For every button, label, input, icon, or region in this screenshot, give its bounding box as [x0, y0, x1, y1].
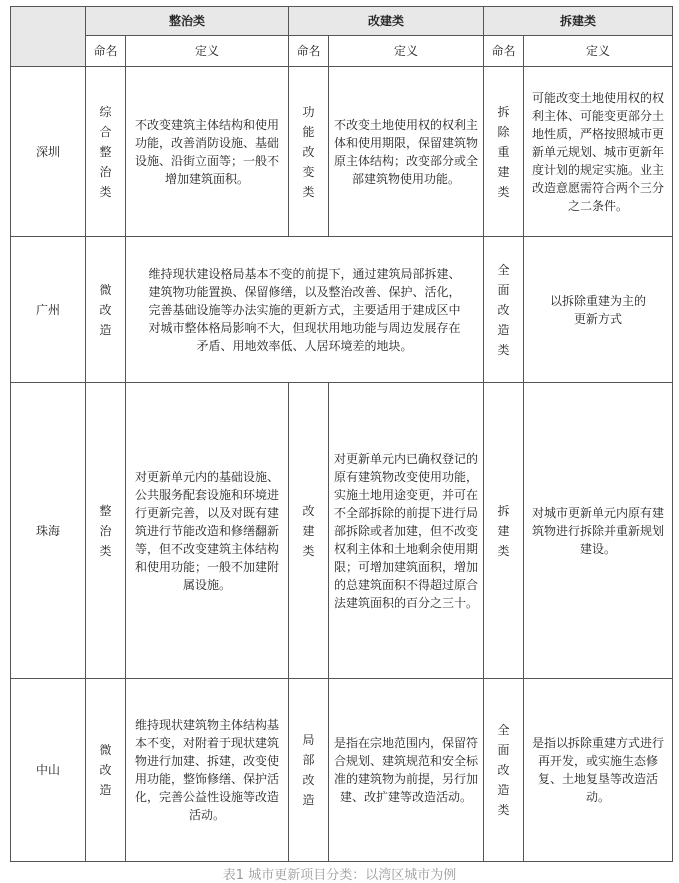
definition-cell: 对更新单元内的基础设施、公共服务配套设施和环境进行更新完善，以及对既有建筑进行节能改造和修缮翻新等，但不改变建筑主体结构和使用功能；一般不加建附属设施。: [126, 383, 289, 679]
corner-cell: [11, 7, 86, 67]
category-name-cell: [289, 679, 329, 862]
table-row-guangzhou: [11, 237, 673, 383]
table-caption: 表1 城市更新项目分类：以湾区城市为例: [222, 868, 457, 883]
definition-cell: 对城市更新单元内原有建筑物进行拆除并重新规划建设。: [524, 383, 673, 679]
table-row-zhongshan: [11, 679, 673, 862]
sub-header-name: 命名: [289, 36, 329, 67]
category-name: 局部改造: [302, 733, 315, 807]
category-name-cell: [86, 679, 126, 862]
definition-cell: 是指在宗地范围内，保留符合规划、建筑规范和安全标准的建筑物为前提，另行加建、改扩建等改造活动。: [329, 679, 484, 862]
group-header-reconstruction: 改建类: [289, 7, 484, 36]
category-name: 拆建类: [497, 503, 510, 558]
category-name-cell: [484, 679, 524, 862]
city-cell: 珠海: [11, 383, 86, 679]
sub-header-definition: 定义: [524, 36, 673, 67]
table-row-shenzhen: [11, 67, 673, 237]
city-cell: 深圳: [11, 67, 86, 237]
definition-cell: 不改变土地使用权的权利主体和使用期限，保留建筑物原主体结构；改变部分或全部建筑物使用功能。: [329, 67, 484, 237]
definition-cell: 可能改变土地使用权的权利主体、可能变更部分土地性质，严格按照城市更新单元规划、城市更新年度计划的规定实施。业主改造意愿需符合两个三分之二条件。: [524, 67, 673, 237]
definition-cell: 维持现状建筑物主体结构基本不变，对附着于现状建筑物进行加建、拆建，改变使用功能，整饰修缮、保护活化，完善公益性设施等改造活动。: [126, 679, 289, 862]
category-name: 整治类: [99, 503, 112, 558]
sub-header-definition: 定义: [329, 36, 484, 67]
category-name-cell: [86, 383, 126, 679]
group-header-renovation: 整治类: [86, 7, 289, 36]
category-name: 综合整治类: [99, 104, 112, 199]
definition-cell: 是指以拆除重建方式进行再开发，或实施生态修复、土地复垦等改造活动。: [524, 679, 673, 862]
category-name: 功能改变类: [302, 104, 315, 199]
category-name: 全面改造类: [497, 262, 510, 357]
sub-header-definition: 定义: [126, 36, 289, 67]
sub-header-name: 命名: [484, 36, 524, 67]
city-cell: 广州: [11, 237, 86, 383]
definition-cell: 对更新单元内已确权登记的原有建筑物改变使用功能，实施土地用途变更，并可在不全部拆除的前提下进行局部拆除或者加建，但不改变权利主体和土地剩余使用期限；可增加建筑面积，增加的总建筑面积不得超过原合法建筑面积的百分之三十。: [329, 383, 484, 679]
category-name: 全面改造类: [497, 723, 510, 817]
classification-table: [10, 6, 673, 862]
category-name-cell: [484, 67, 524, 237]
table-row-zhuhai: [11, 383, 673, 679]
sub-header-row: [11, 36, 673, 67]
category-name-cell: [86, 67, 126, 237]
group-header-row: [11, 7, 673, 36]
definition-cell: 以拆除重建为主的更新方式: [524, 237, 673, 383]
category-name: 微改造: [99, 743, 112, 797]
category-name-cell: [484, 383, 524, 679]
city-cell: 中山: [11, 679, 86, 862]
category-name: 改建类: [302, 503, 315, 558]
category-name-cell: [484, 237, 524, 383]
category-name-cell: [86, 237, 126, 383]
category-name: 微改造: [99, 282, 112, 337]
sub-header-name: 命名: [86, 36, 126, 67]
category-name-cell: [289, 383, 329, 679]
definition-cell: 不改变建筑主体结构和使用功能，改善消防设施、基础设施、沿街立面等；一般不增加建筑面积。: [126, 67, 289, 237]
definition-cell-merged: 维持现状建设格局基本不变的前提下，通过建筑局部拆建、建筑物功能置换、保留修缮，以及整治改善、保护、活化，完善基础设施等办法实施的更新方式，主要适用于建成区中对城市整体格局影响不大，但现状用地功能与周边发展存在矛盾、用地效率低、人居环境差的地块。: [126, 237, 484, 383]
category-name: 拆除重建类: [497, 104, 510, 199]
group-header-demolition: 拆建类: [484, 7, 673, 36]
category-name-cell: [289, 67, 329, 237]
